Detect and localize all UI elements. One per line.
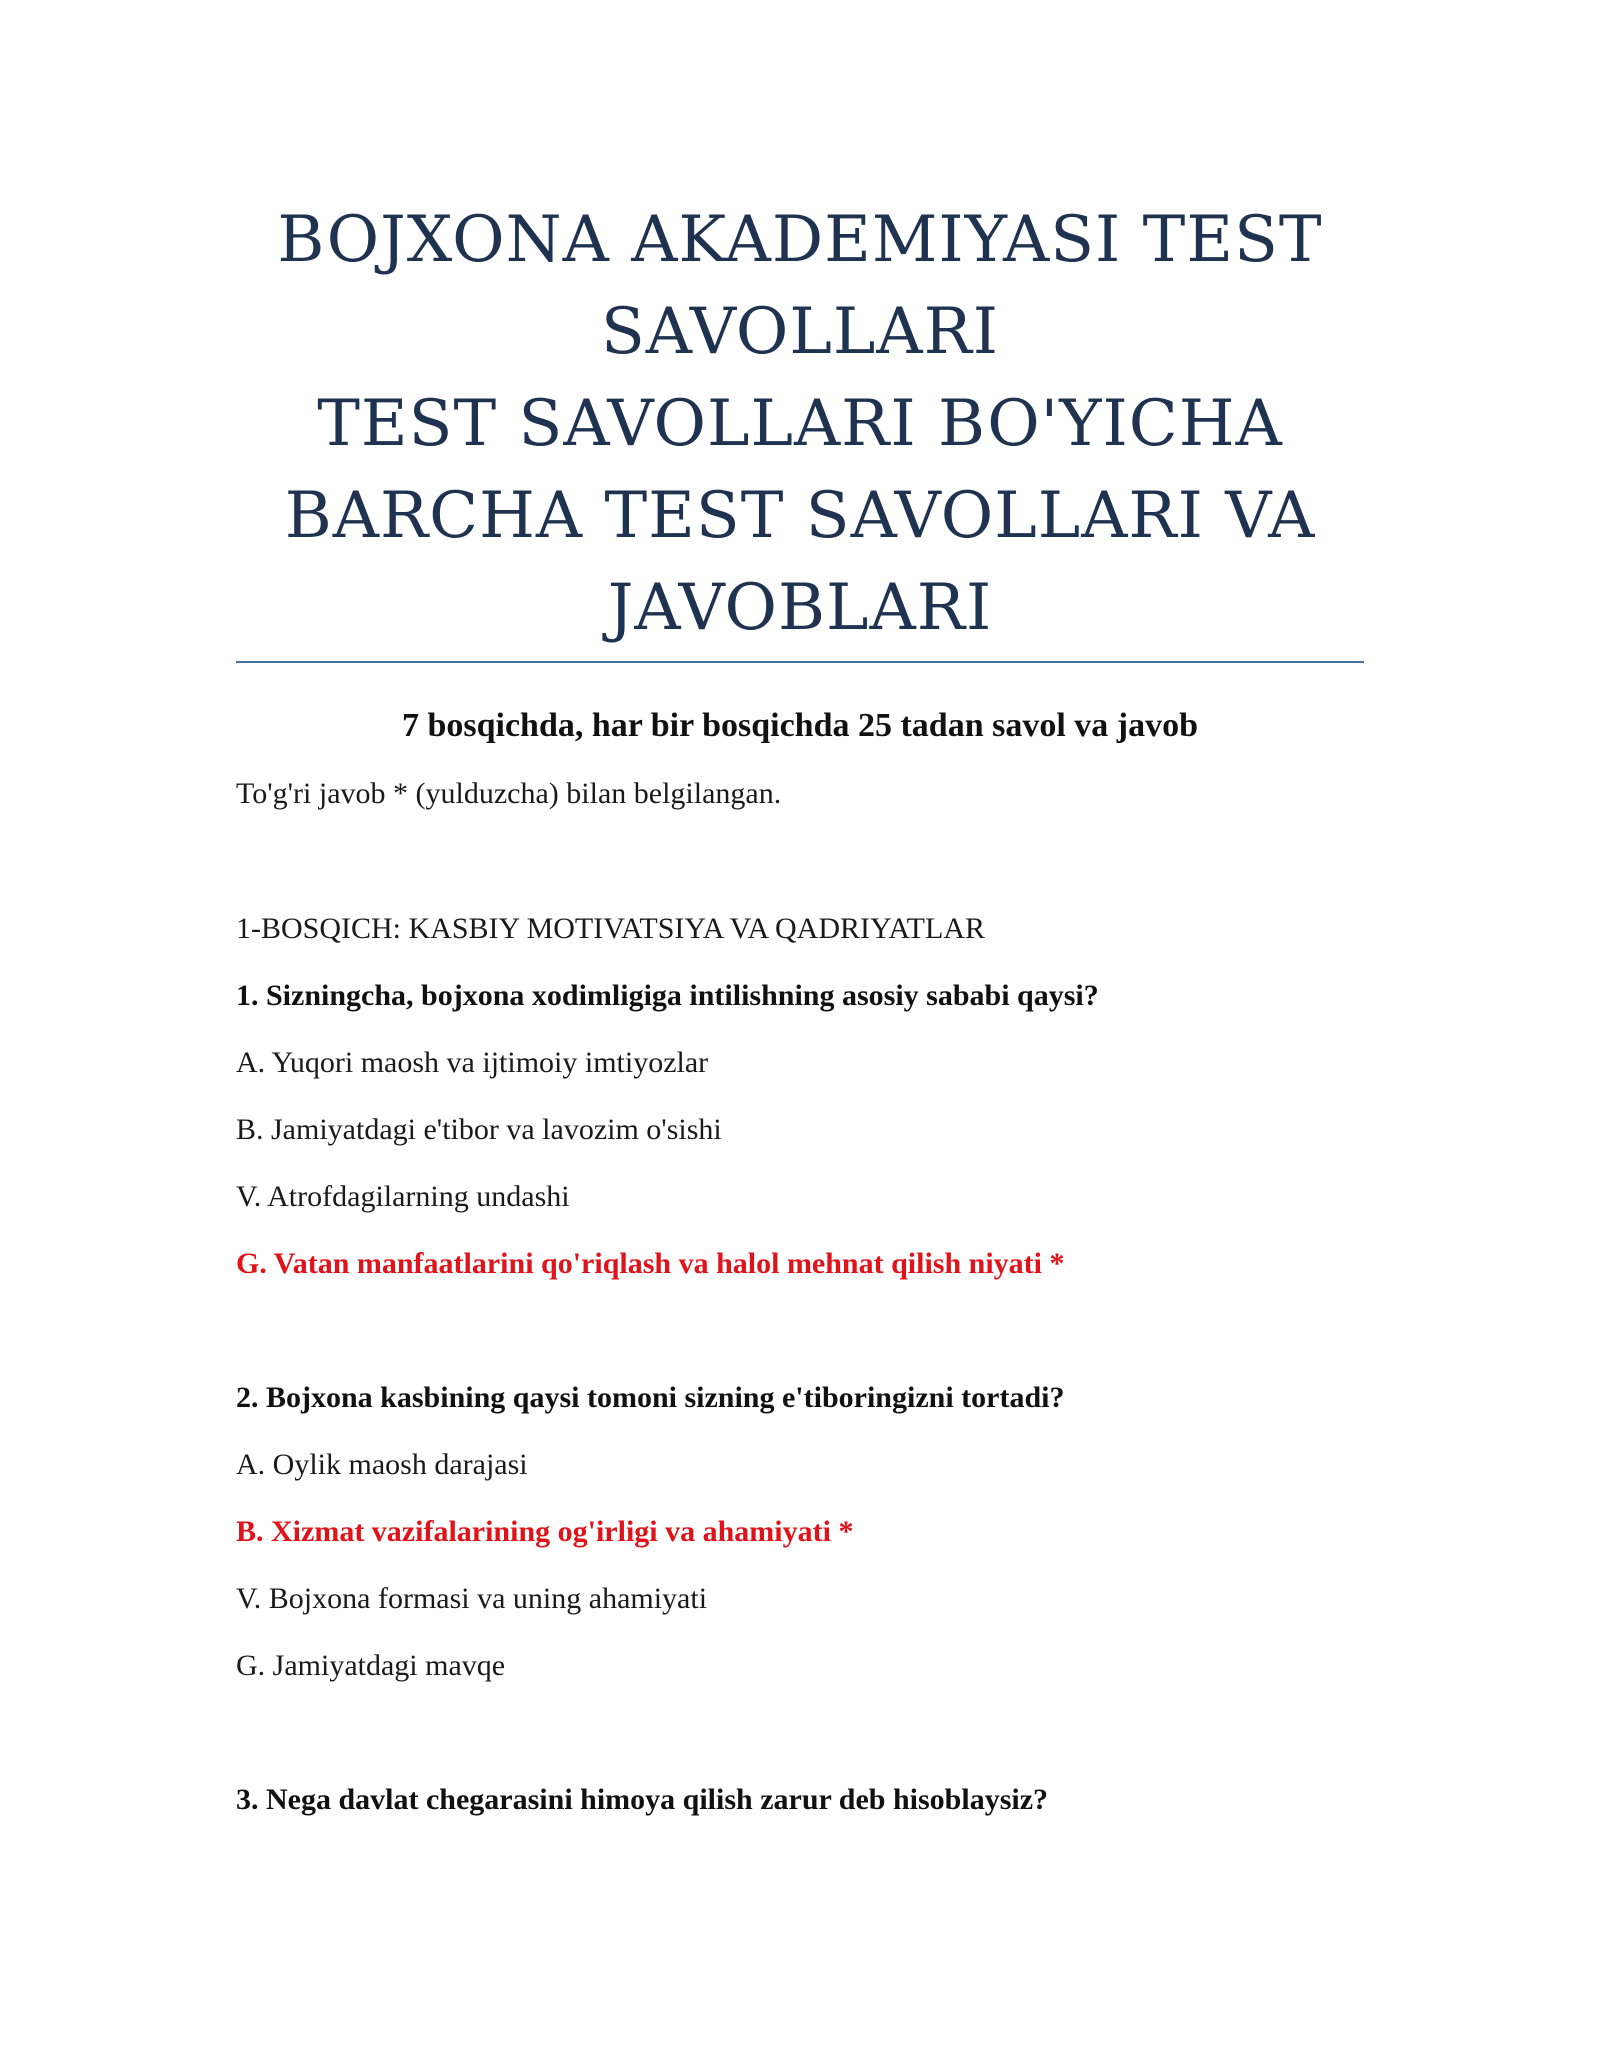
section-heading: 1-BOSQICH: KASBIY MOTIVATSIYA VA QADRIYATLAR [236,912,985,945]
answer-option: V. Bojxona formasi va uning ahamiyati [236,1582,708,1615]
title-divider [236,661,1364,663]
title-line: BARCHA TEST SAVOLLARI VA [284,479,1316,553]
title-line: BOJXONA AKADEMIYASI TEST [277,203,1323,277]
document-subtitle: 7 bosqichda, har bir bosqichda 25 tadan savol va javob [401,707,1199,744]
title-line: TEST SAVOLLARI BO'YICHA [317,387,1283,461]
question-text: 3. Nega davlat chegarasini himoya qilish zarur deb hisoblaysiz? [236,1783,1049,1816]
answer-key-note: To'g'ri javob * (yulduzcha) bilan belgilangan. [236,777,782,810]
answer-option: G. Jamiyatdagi mavqe [236,1649,506,1682]
correct-answer-option: B. Xizmat vazifalarining og'irligi va ahamiyati * [236,1515,854,1548]
answer-option: B. Jamiyatdagi e'tibor va lavozim o'sishi [236,1113,722,1146]
answer-option: A. Oylik maosh darajasi [236,1448,528,1481]
title-line: SAVOLLARI [600,295,1000,369]
correct-answer-option: G. Vatan manfaatlarini qo'riqlash va halol mehnat qilish niyati * [236,1247,1065,1280]
question-text: 1. Sizningcha, bojxona xodimligiga intilishning asosiy sababi qaysi? [236,979,1099,1012]
title-line: JAVOBLARI [607,571,993,645]
answer-option: V. Atrofdagilarning undashi [236,1180,570,1213]
answer-option: A. Yuqori maosh va ijtimoiy imtiyozlar [236,1046,709,1079]
document-title [236,194,1364,654]
question-text: 2. Bojxona kasbining qaysi tomoni sizning e'tiboringizni tortadi? [236,1381,1065,1414]
